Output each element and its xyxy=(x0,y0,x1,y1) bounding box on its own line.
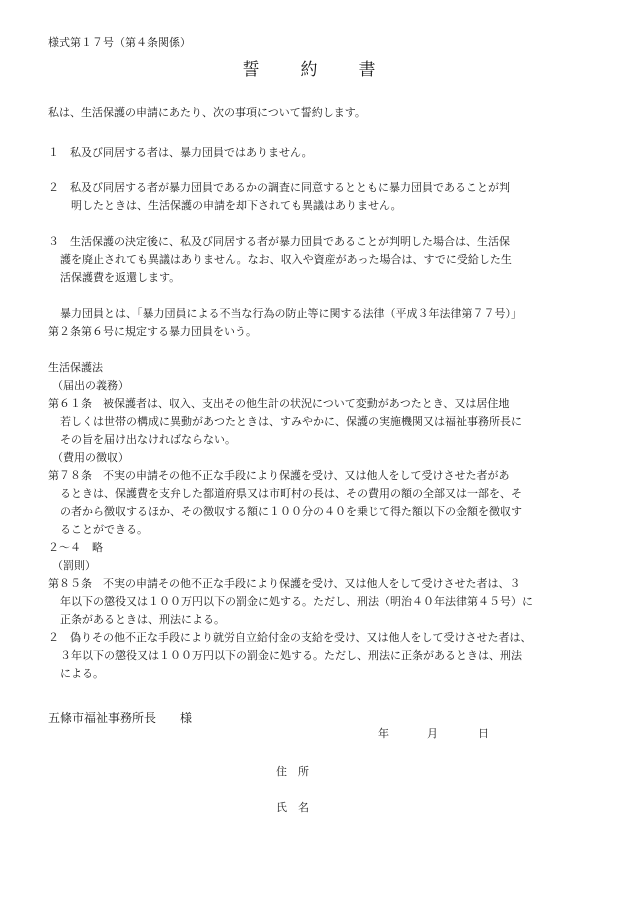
item-2-line-2: 明したときは、生活保護の申請を却下されても異議はありません。 xyxy=(71,199,402,212)
intro-text: 私は、生活保護の申請にあたり、次の事項について誓約します。 xyxy=(48,106,366,119)
date-year-label: 年 xyxy=(378,727,389,740)
article-85-para-2-line-2: ３年以下の懲役又は１００万円以下の罰金に処する。ただし、刑法に正条があるときは、刑法 xyxy=(60,649,522,662)
date-day-label: 日 xyxy=(478,727,489,740)
article-85-line-3: 正条があるときは、刑法による。 xyxy=(60,613,225,626)
date-month-label: 月 xyxy=(427,727,438,740)
item-3-line-2: 護を廃止されても異議はありません。なお、収入や資産があった場合は、すでに受給した生 xyxy=(60,253,512,266)
article-61-line-3: その旨を届け出なければならない。 xyxy=(60,433,236,446)
address-label: 住 所 xyxy=(276,765,309,778)
article-78-line-1: 第７８条 不実の申請その他不正な手段により保護を受け、又は他人をして受けさせた者があ xyxy=(48,469,510,482)
item-3-line-1: ３ 生活保護の決定後に、私及び同居する者が暴力団員であることが判明した場合は、生活保 xyxy=(48,235,510,248)
article-78-line-2: るときは、保護費を支弁した都道府県又は市町村の長は、その費用の額の全部又は一部を、そ xyxy=(60,487,522,500)
item-2-line-1: ２ 私及び同居する者が暴力団員であるかの調査に同意するとともに暴力団員であることが判 xyxy=(48,181,510,194)
article-78-line-4: ることができる。 xyxy=(60,523,148,536)
law-heading: 生活保護法 xyxy=(48,361,103,374)
article-85-para-2-line-1: ２ 偽りその他不正な手段により就労自立給付金の支給を受け、又は他人をして受けさせた者は、 xyxy=(48,631,532,644)
article-78-line-3: の者から徴収するほか、その徴収する額に１００分の４０を乗じて得た額以下の金額を徴収す xyxy=(60,505,522,518)
article-78-caption: （費用の徴収） xyxy=(52,451,129,464)
name-label: 氏 名 xyxy=(276,801,309,814)
article-61-line-1: 第６１条 被保護者は、収入、支出その他生計の状況について変動があつたとき、又は居住地 xyxy=(48,397,510,410)
article-85-line-2: 年以下の懲役又は１００万円以下の罰金に処する。ただし、刑法（明治４０年法律第４５号）に xyxy=(60,595,533,608)
article-61-line-2: 若しくは世帯の構成に異動があつたときは、すみやかに、保護の実施機関又は福祉事務所長に xyxy=(60,415,522,428)
page-title: 誓 約 書 xyxy=(242,60,388,80)
article-61-caption: （届出の義務） xyxy=(52,379,129,392)
definition-line-2: 第２条第６号に規定する暴力団員をいう。 xyxy=(48,325,257,338)
article-78-omitted: ２～４ 略 xyxy=(48,541,103,554)
item-3-line-3: 活保護費を返還します。 xyxy=(60,271,181,284)
item-1: １ 私及び同居する者は、暴力団員ではありません。 xyxy=(48,146,313,159)
form-number: 様式第１７号（第４条関係） xyxy=(48,36,191,49)
article-85-caption: （罰則） xyxy=(52,559,96,572)
definition-line-1: 暴力団員とは、「暴力団員による不当な行為の防止等に関する法律（平成３年法律第７７号）」 xyxy=(60,307,522,320)
article-85-para-2-line-3: による。 xyxy=(60,667,104,680)
article-85-line-1: 第８５条 不実の申請その他不正な手段により保護を受け、又は他人をして受けさせた者は、３ xyxy=(48,577,521,590)
addressee: 五條市福祉事務所長 様 xyxy=(48,711,193,725)
